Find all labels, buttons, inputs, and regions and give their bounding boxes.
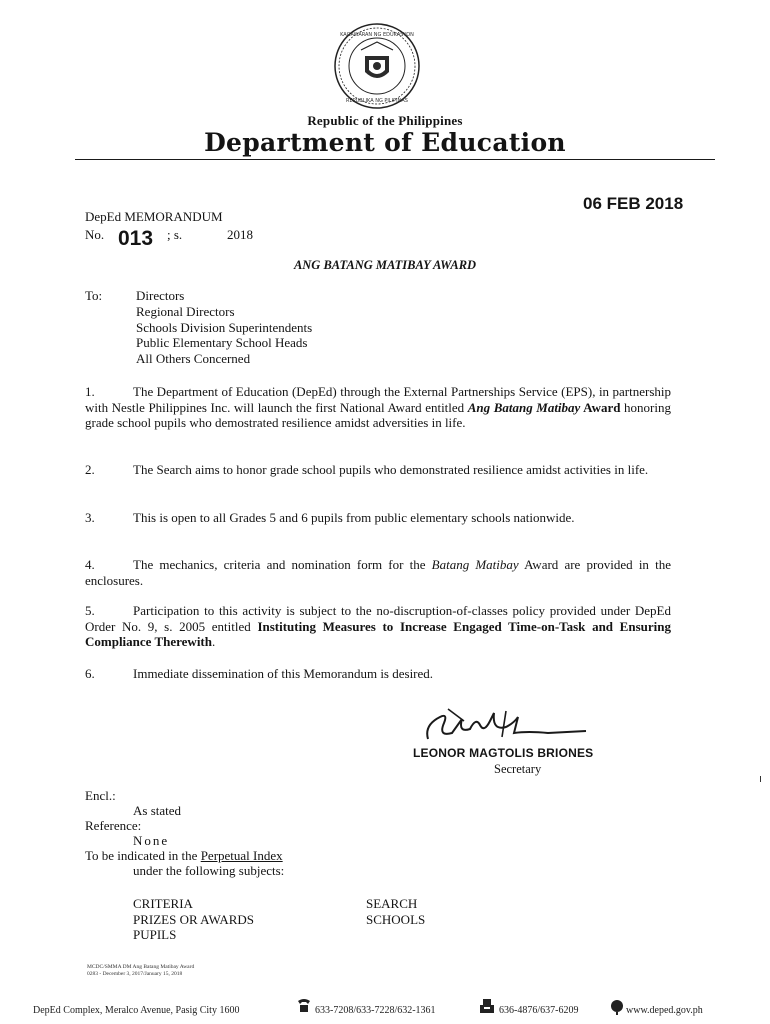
memo-subject: ANG BATANG MATIBAY AWARD xyxy=(293,258,477,272)
header-rule xyxy=(75,159,715,160)
index-subjects-intro: under the following subjects: xyxy=(133,863,285,878)
memo-year: 2018 xyxy=(227,227,253,242)
deped-seal-logo xyxy=(331,20,423,112)
telephone-icon xyxy=(295,997,313,1015)
republic-heading: Republic of the Philippines xyxy=(307,113,463,128)
memo-number-label: No. xyxy=(85,227,105,242)
recipient-item: All Others Concerned xyxy=(136,351,251,367)
reference-label: Reference: xyxy=(85,818,142,833)
fax-machine-icon xyxy=(478,997,496,1015)
to-label: To: xyxy=(85,288,103,303)
signatory-title: Secretary xyxy=(494,762,542,776)
footnote-line: MCDC/SMMA DM Ang Batang Matibay Award xyxy=(87,964,195,970)
enclosure-value: As stated xyxy=(133,803,182,818)
signatory-name: LEONOR MAGTOLIS BRIONES xyxy=(413,746,594,760)
globe-icon xyxy=(608,997,626,1015)
index-subject: SCHOOLS xyxy=(366,911,426,927)
paragraph-3: 3. This is open to all Grades 5 and 6 pupils from public elementary schools nationwide. xyxy=(85,510,575,525)
department-heading: Department of Education xyxy=(204,128,566,157)
memo-number: 013 xyxy=(118,227,154,250)
index-subject: PRIZES OR AWARDS xyxy=(133,911,255,927)
footer-website: www.deped.gov.ph xyxy=(626,1005,703,1016)
paragraph-1: 1. The Department of Education (DepEd) through the External Partnerships Service (EPS), in partnership with Nestle Philippines Inc. will launch the first National Award entitled Ang Batang Matibay Award honoring grade school pupils who demostrated resilience amidst adversities in life. xyxy=(85,384,671,430)
memo-series-label: ; s. xyxy=(167,227,183,242)
recipient-item: Regional Directors xyxy=(136,303,235,319)
recipient-list xyxy=(136,288,312,367)
index-subject: PUPILS xyxy=(133,927,177,942)
recipient-item: Public Elementary School Heads xyxy=(136,335,308,351)
memo-label: DepEd MEMORANDUM xyxy=(85,209,223,224)
footer-phone: 633-7208/633-7228/632-1361 xyxy=(315,1005,436,1016)
index-subject: CRITERIA xyxy=(133,896,193,911)
recipient-item: Directors xyxy=(136,288,185,303)
index-subjects-column-1 xyxy=(133,896,254,943)
footnote-line: 0283 - December 3, 2017/January 15, 2018 xyxy=(87,971,183,977)
reference-value: None xyxy=(133,833,170,848)
index-subjects-column-2 xyxy=(366,896,425,927)
paragraph-6: 6. Immediate dissemination of this Memorandum is desired. xyxy=(85,666,434,681)
enclosure-label: Encl.: xyxy=(85,788,116,803)
perpetual-index-line: To be indicated in the Perpetual Index xyxy=(85,848,283,863)
paragraph-4: 4. The mechanics, criteria and nomination form for the Batang Matibay Award are provided in the enclosures. xyxy=(85,557,671,588)
memo-date-stamp: 06 FEB 2018 xyxy=(583,194,684,213)
paragraph-5: 5. Participation to this activity is subject to the no-discruption-of-classes policy provided under DepEd Order No. 9, s. 2005 entitled Instituting Measures to Increase Engaged Time-on-Task and Ensuring Compliance Therewith. xyxy=(85,603,671,649)
perpetual-index-term: Perpetual Index xyxy=(200,848,283,863)
paragraph-2: 2. The Search aims to honor grade school pupils who demonstrated resilience amidst activities in life. xyxy=(85,462,649,477)
svg-text:KAGAWARAN NG EDUKASYON: KAGAWARAN NG EDUKASYON xyxy=(340,32,414,38)
scan-mark xyxy=(760,776,761,782)
document-footnote xyxy=(87,964,194,978)
handwritten-signature xyxy=(418,703,588,749)
svg-text:REPUBLIKA NG PILIPINAS: REPUBLIKA NG PILIPINAS xyxy=(346,98,408,104)
recipient-item: Schools Division Superintendents xyxy=(136,319,313,335)
page-footer xyxy=(33,997,753,1019)
footer-address: DepEd Complex, Meralco Avenue, Pasig City 1600 xyxy=(33,1005,240,1016)
index-subject: SEARCH xyxy=(366,896,418,911)
footer-fax: 636-4876/637-6209 xyxy=(499,1005,579,1016)
